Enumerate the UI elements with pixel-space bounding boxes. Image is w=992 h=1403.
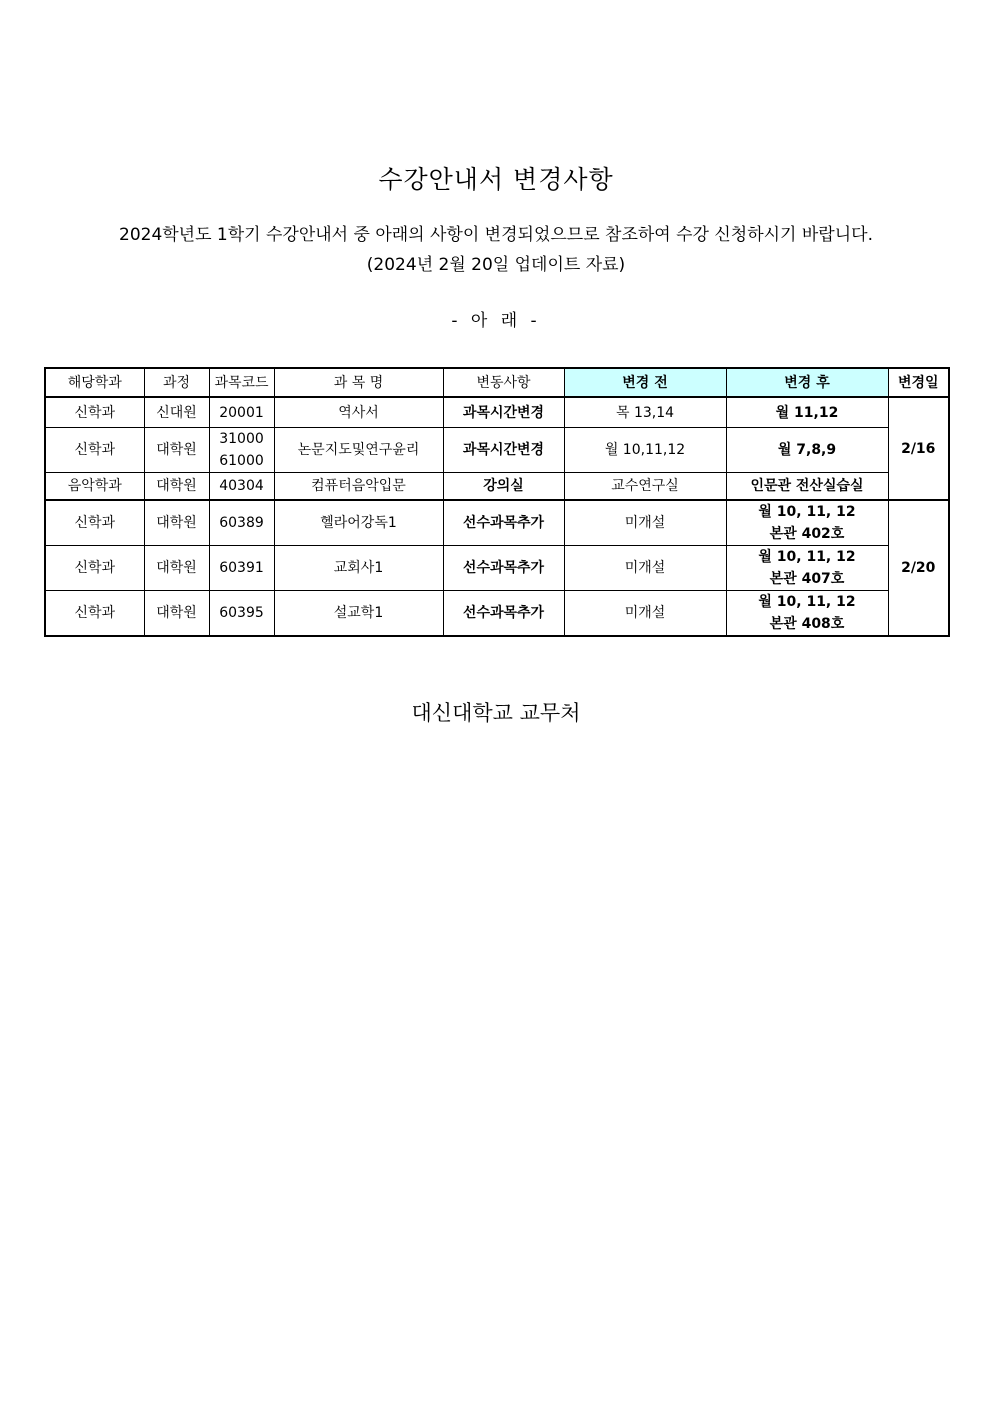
- header-course: 과정: [144, 368, 209, 397]
- after-time: 월 10, 11, 12: [758, 504, 856, 520]
- cell-change: 선수과목추가: [443, 500, 564, 546]
- code-line: 31000: [219, 431, 264, 447]
- cell-course: 대학원: [144, 473, 209, 501]
- cell-change: 과목시간변경: [443, 397, 564, 428]
- cell-code: [209, 428, 274, 473]
- cell-after: 월 11,12: [726, 397, 888, 428]
- after-time: 월 10, 11, 12: [758, 549, 856, 565]
- cell-before: 미개설: [564, 546, 726, 591]
- changes-table: [44, 367, 950, 637]
- cell-code: 40304: [209, 473, 274, 501]
- section-marker: - 아 래 -: [451, 311, 541, 331]
- cell-date: 2/20: [888, 500, 949, 636]
- issuer-name: 대신대학교 교무처: [411, 701, 581, 725]
- cell-before: 미개설: [564, 500, 726, 546]
- cell-course: 대학원: [144, 591, 209, 637]
- cell-change: 선수과목추가: [443, 546, 564, 591]
- cell-before: 미개설: [564, 591, 726, 637]
- after-time: 월 10, 11, 12: [758, 594, 856, 610]
- table-row: [45, 473, 949, 501]
- cell-change: 강의실: [443, 473, 564, 501]
- code-line: 61000: [219, 453, 264, 469]
- cell-after: [726, 546, 888, 591]
- table-row: [45, 500, 949, 546]
- cell-subject: 교회사1: [274, 546, 443, 591]
- cell-after: 월 7,8,9: [726, 428, 888, 473]
- header-dept: 해당학과: [45, 368, 144, 397]
- cell-course: 신대원: [144, 397, 209, 428]
- header-before: 변경 전: [564, 368, 726, 397]
- table-row: [45, 397, 949, 428]
- cell-before: 목 13,14: [564, 397, 726, 428]
- header-date: 변경일: [888, 368, 949, 397]
- table-header-row: [45, 368, 949, 397]
- cell-code: 20001: [209, 397, 274, 428]
- cell-after: [726, 591, 888, 637]
- page-title: 수강안내서 변경사항: [378, 165, 614, 194]
- header-change: 변동사항: [443, 368, 564, 397]
- table-row: [45, 591, 949, 637]
- cell-code: 60395: [209, 591, 274, 637]
- after-room: 본관 407호: [769, 571, 845, 587]
- cell-course: 대학원: [144, 546, 209, 591]
- cell-course: 대학원: [144, 428, 209, 473]
- header-code: 과목코드: [209, 368, 274, 397]
- cell-subject: 헬라어강독1: [274, 500, 443, 546]
- cell-subject: 설교학1: [274, 591, 443, 637]
- cell-after: [726, 500, 888, 546]
- table-row: [45, 546, 949, 591]
- cell-subject: 컴퓨터음악입문: [274, 473, 443, 501]
- cell-change: 과목시간변경: [443, 428, 564, 473]
- cell-code: 60389: [209, 500, 274, 546]
- table-row: [45, 428, 949, 473]
- cell-dept: 신학과: [45, 546, 144, 591]
- after-room: 본관 402호: [769, 526, 845, 542]
- cell-code: 60391: [209, 546, 274, 591]
- cell-date: 2/16: [888, 397, 949, 500]
- cell-dept: 신학과: [45, 428, 144, 473]
- cell-dept: 음악학과: [45, 473, 144, 501]
- cell-after: 인문관 전산실습실: [726, 473, 888, 501]
- intro-text: [0, 220, 992, 280]
- header-subject: 과 목 명: [274, 368, 443, 397]
- after-room: 본관 408호: [769, 616, 845, 632]
- cell-subject: 논문지도및연구윤리: [274, 428, 443, 473]
- intro-line-1: 2024학년도 1학기 수강안내서 중 아래의 사항이 변경되었으므로 참조하여 수강 신청하시기 바랍니다.: [119, 225, 873, 245]
- cell-before: 월 10,11,12: [564, 428, 726, 473]
- intro-line-2: (2024년 2월 20일 업데이트 자료): [366, 255, 626, 275]
- cell-dept: 신학과: [45, 397, 144, 428]
- cell-change: 선수과목추가: [443, 591, 564, 637]
- cell-dept: 신학과: [45, 591, 144, 637]
- header-after: 변경 후: [726, 368, 888, 397]
- cell-dept: 신학과: [45, 500, 144, 546]
- cell-course: 대학원: [144, 500, 209, 546]
- cell-before: 교수연구실: [564, 473, 726, 501]
- cell-subject: 역사서: [274, 397, 443, 428]
